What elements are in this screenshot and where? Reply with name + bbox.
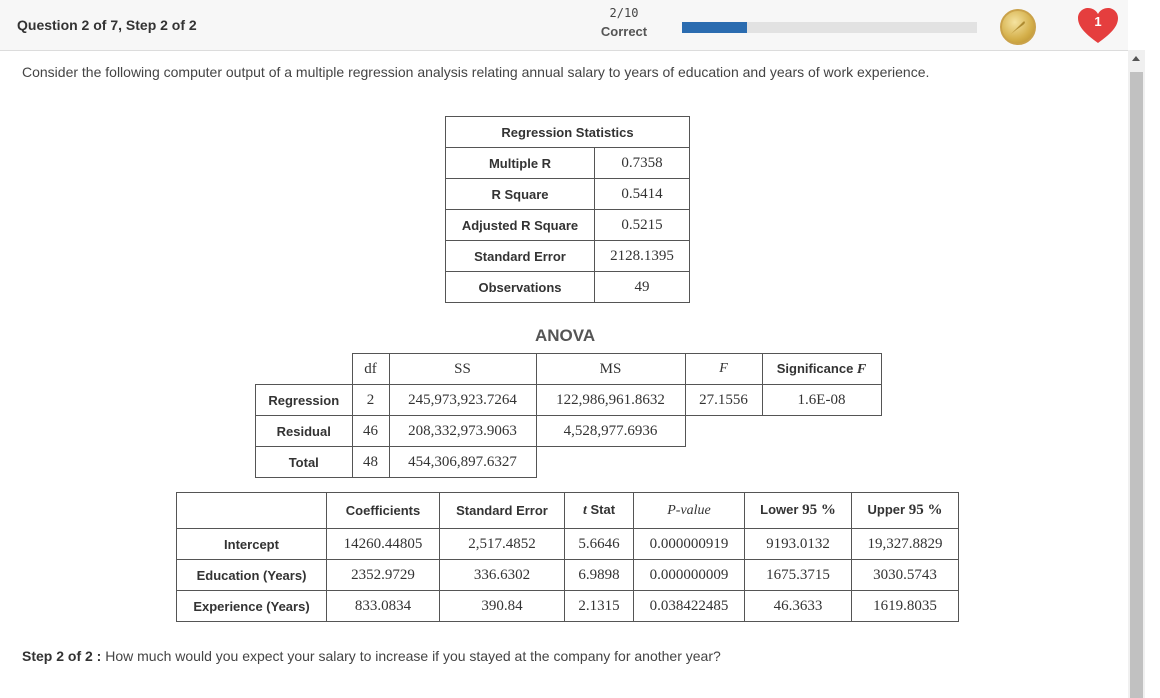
- cell: 1619.8035: [852, 591, 959, 622]
- anova-title: ANOVA: [535, 326, 596, 345]
- cell: 46: [352, 416, 389, 447]
- table-row: [256, 447, 882, 478]
- column-header: Standard Error: [440, 493, 565, 529]
- cell: 0.000000009: [634, 560, 745, 591]
- row-label: Total: [256, 447, 353, 478]
- stat-label: R Square: [446, 179, 595, 210]
- column-header-text: Stat: [586, 502, 616, 517]
- column-header: [762, 354, 881, 385]
- column-header: [565, 493, 634, 529]
- row-label: Residual: [256, 416, 353, 447]
- cell: 2.1315: [565, 591, 634, 622]
- column-header-italic: F: [856, 361, 867, 377]
- table-row: [446, 179, 690, 210]
- intro-text: Consider the following computer output of a multiple regression analysis relating annual salary to years of education and years of work experience.: [22, 64, 930, 80]
- coin-icon[interactable]: [1000, 9, 1036, 45]
- row-label: Intercept: [177, 529, 327, 560]
- stat-value: 0.7358: [595, 148, 690, 179]
- cell: 122,986,961.8632: [536, 385, 685, 416]
- column-header: [852, 493, 959, 529]
- stat-label: Adjusted R Square: [446, 210, 595, 241]
- cell: 14260.44805: [327, 529, 440, 560]
- cell: 27.1556: [685, 385, 762, 416]
- table-header-row: [256, 354, 882, 385]
- hearts-count: 1: [1094, 14, 1102, 29]
- feather-icon: [1008, 17, 1028, 37]
- stat-value: 49: [595, 272, 690, 303]
- cell: 3030.5743: [852, 560, 959, 591]
- cell: 245,973,923.7264: [389, 385, 536, 416]
- cell: 46.3633: [745, 591, 852, 622]
- column-header-text: Significance: [776, 360, 857, 376]
- stat-value: 2128.1395: [595, 241, 690, 272]
- table-row: [446, 241, 690, 272]
- cell: 0.038422485: [634, 591, 745, 622]
- column-header: df: [352, 354, 389, 385]
- column-header: P-value: [634, 493, 745, 529]
- column-header-number: 95 %: [908, 502, 943, 518]
- table-row: [446, 210, 690, 241]
- column-header: Coefficients: [327, 493, 440, 529]
- cell: 2: [352, 385, 389, 416]
- stat-value: 0.5215: [595, 210, 690, 241]
- column-header: MS: [536, 354, 685, 385]
- cell: 19,327.8829: [852, 529, 959, 560]
- table-row: [177, 529, 959, 560]
- row-label: Experience (Years): [177, 591, 327, 622]
- progress-bar-fill: [682, 22, 747, 33]
- row-label: Regression: [256, 385, 353, 416]
- cell: 4,528,977.6936: [536, 416, 685, 447]
- progress-count: 2/10: [609, 6, 639, 20]
- cell: 48: [352, 447, 389, 478]
- scrollbar[interactable]: [1128, 50, 1145, 698]
- progress-indicator: [583, 6, 665, 39]
- question-header: [0, 0, 1128, 51]
- cell: 833.0834: [327, 591, 440, 622]
- blank-cell: [536, 447, 881, 478]
- column-header: [745, 493, 852, 529]
- table-row: [177, 560, 959, 591]
- row-label: Education (Years): [177, 560, 327, 591]
- cell: 0.000000919: [634, 529, 745, 560]
- regression-statistics-title: Regression Statistics: [446, 117, 690, 148]
- step-question-text: How much would you expect your salary to increase if you stayed at the company for another year?: [101, 648, 721, 664]
- cell: 454,306,897.6327: [389, 447, 536, 478]
- table-row: [256, 416, 882, 447]
- stat-value: 0.5414: [595, 179, 690, 210]
- cell: 336.6302: [440, 560, 565, 591]
- column-header-number: 95 %: [802, 502, 836, 518]
- table-row: [446, 272, 690, 303]
- stat-label: Standard Error: [446, 241, 595, 272]
- stat-label: Multiple R: [446, 148, 595, 179]
- column-header-italic: t: [582, 503, 587, 518]
- step-question: [22, 648, 721, 664]
- scrollbar-thumb[interactable]: [1130, 72, 1143, 698]
- cell: 2,517.4852: [440, 529, 565, 560]
- cell: 208,332,973.9063: [389, 416, 536, 447]
- cell: 1.6E-08: [762, 385, 881, 416]
- step-label: Step 2 of 2 :: [22, 648, 102, 664]
- cell: 1675.3715: [745, 560, 852, 591]
- table-row: [177, 591, 959, 622]
- cell: 390.84: [440, 591, 565, 622]
- stat-label: Observations: [446, 272, 595, 303]
- cell: 6.9898: [565, 560, 634, 591]
- table-row: [446, 148, 690, 179]
- column-header: SS: [389, 354, 536, 385]
- column-header: F: [685, 354, 762, 385]
- blank-cell: [685, 416, 881, 447]
- blank-cell: [177, 493, 327, 529]
- anova-table: [255, 353, 882, 478]
- cell: 9193.0132: [745, 529, 852, 560]
- blank-cell: [256, 354, 353, 385]
- column-header-text: Lower: [760, 502, 803, 517]
- table-row: [256, 385, 882, 416]
- cell: 5.6646: [565, 529, 634, 560]
- progress-status: Correct: [600, 24, 648, 39]
- cell: 2352.9729: [327, 560, 440, 591]
- scroll-up-arrow-icon[interactable]: [1132, 56, 1140, 61]
- question-title: Question 2 of 7, Step 2 of 2: [17, 17, 197, 33]
- progress-bar: [682, 22, 977, 33]
- coefficients-table: [176, 492, 959, 622]
- column-header-text: Upper: [867, 502, 909, 517]
- regression-statistics-table: [445, 116, 690, 303]
- table-header-row: [177, 493, 959, 529]
